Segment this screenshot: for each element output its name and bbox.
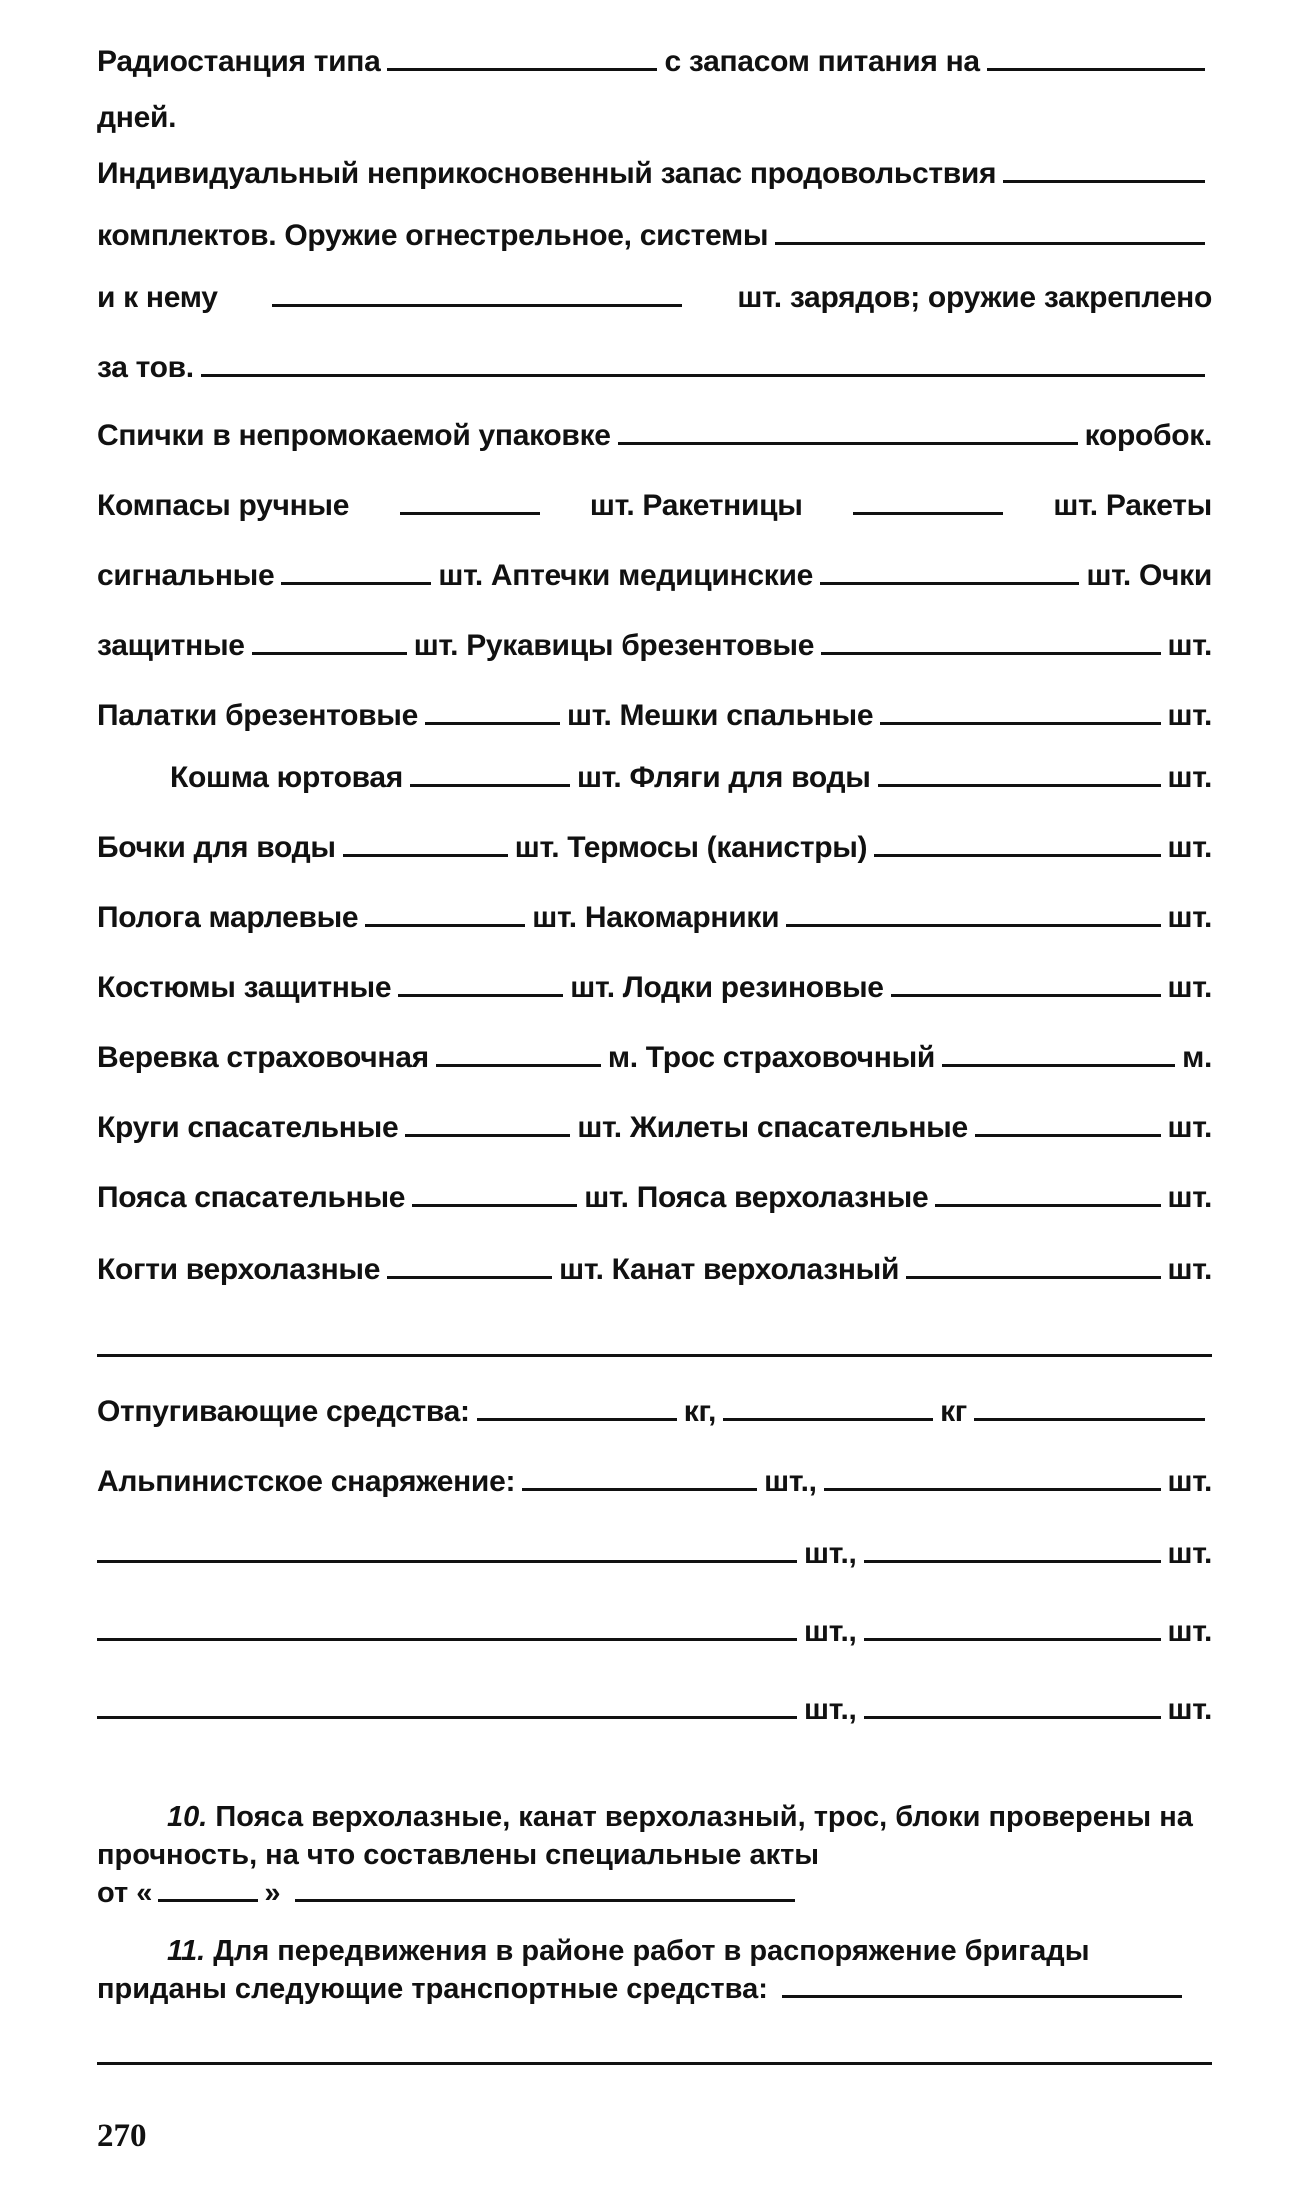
mittens-unit: шт. bbox=[1167, 629, 1212, 662]
rings-row bbox=[97, 1110, 1212, 1146]
climb-belts-field[interactable] bbox=[935, 1204, 1160, 1207]
assigned-to-row bbox=[97, 350, 1212, 386]
cable-label: м. Трос страховочный bbox=[607, 1041, 936, 1074]
power-reserve-label: с запасом питания на bbox=[664, 45, 980, 78]
para-11-number: 11. bbox=[167, 1935, 206, 1967]
para-10-quote-open: « bbox=[136, 1877, 153, 1909]
signal-label: сигнальные bbox=[97, 559, 275, 592]
climbing-extra-field[interactable] bbox=[97, 1716, 797, 1719]
radio-station-row bbox=[97, 44, 1212, 80]
transport-field[interactable] bbox=[782, 1981, 1182, 1998]
power-days-field[interactable] bbox=[987, 68, 1205, 71]
vests-label: шт. Жилеты спасательные bbox=[577, 1111, 968, 1144]
boats-field[interactable] bbox=[891, 994, 1161, 997]
flare-gun-field[interactable] bbox=[853, 512, 1003, 515]
compass-field[interactable] bbox=[400, 512, 540, 515]
repellents-label: Отпугивающие средства: bbox=[97, 1395, 470, 1428]
thermos-label: шт. Термосы (канистры) bbox=[514, 831, 868, 864]
days-label: дней. bbox=[97, 101, 177, 134]
climbing-extra-row-1 bbox=[97, 1536, 1212, 1572]
suits-row bbox=[97, 970, 1212, 1006]
nets-row bbox=[97, 900, 1212, 936]
mosquito-field[interactable] bbox=[786, 924, 1160, 927]
rings-label: Круги спасательные bbox=[97, 1111, 399, 1144]
tents-label: Палатки брезентовые bbox=[97, 699, 419, 732]
protective-label: защитные bbox=[97, 629, 245, 662]
repellents-unit-1: кг, bbox=[683, 1395, 717, 1428]
climbing-extra-field[interactable] bbox=[864, 1638, 1161, 1641]
sleeping-bags-label: шт. Мешки спальные bbox=[567, 699, 874, 732]
life-belts-label: Пояса спасательные bbox=[97, 1181, 406, 1214]
assigned-to-label: за тов. bbox=[97, 351, 194, 384]
climbing-extra-unit-1: шт., bbox=[804, 1615, 857, 1648]
sleeping-bags-unit: шт. bbox=[1167, 699, 1212, 732]
food-reserve-label: Индивидуальный неприкосновенный запас продовольствия bbox=[97, 157, 997, 190]
assigned-to-field[interactable] bbox=[201, 374, 1205, 377]
flasks-unit: шт. bbox=[1167, 761, 1212, 794]
ammo-row bbox=[97, 280, 1212, 316]
mosquito-unit: шт. bbox=[1167, 901, 1212, 934]
climbing-extra-unit-1: шт., bbox=[804, 1693, 857, 1726]
radio-station-label: Радиостанция типа bbox=[97, 45, 381, 78]
rope-field[interactable] bbox=[436, 1064, 601, 1067]
compass-label: Компасы ручные bbox=[97, 489, 350, 522]
claws-label: Когти верхолазные bbox=[97, 1253, 381, 1286]
climbing-field-2[interactable] bbox=[824, 1488, 1161, 1491]
matches-unit: коробок. bbox=[1084, 419, 1212, 452]
act-day-field[interactable] bbox=[158, 1885, 258, 1902]
boats-unit: шт. bbox=[1167, 971, 1212, 1004]
life-belts-field[interactable] bbox=[412, 1204, 577, 1207]
rope-row bbox=[97, 1040, 1212, 1076]
repellents-field-2[interactable] bbox=[723, 1418, 933, 1421]
tents-field[interactable] bbox=[425, 722, 560, 725]
weapons-row bbox=[97, 218, 1212, 254]
flare-gun-label: шт. Ракетницы bbox=[589, 489, 803, 522]
claws-row bbox=[97, 1252, 1212, 1288]
climb-belts-unit: шт. bbox=[1167, 1181, 1212, 1214]
food-reserve-row bbox=[97, 156, 1212, 192]
climbing-field-1[interactable] bbox=[522, 1488, 757, 1491]
matches-row bbox=[97, 418, 1212, 454]
paragraph-11 bbox=[97, 1932, 1212, 2008]
para-10-quote-close: » bbox=[264, 1877, 281, 1909]
act-date-field[interactable] bbox=[295, 1885, 795, 1902]
goggles-label: шт. Очки bbox=[1086, 559, 1212, 592]
climbing-extra-unit-2: шт. bbox=[1167, 1615, 1212, 1648]
climbing-extra-unit-1: шт., bbox=[804, 1537, 857, 1570]
climbing-extra-unit-2: шт. bbox=[1167, 1537, 1212, 1570]
climbing-row bbox=[97, 1464, 1212, 1500]
para-11-text: Для передвижения в районе работ в распоряжение бригады приданы следующие транспортные средства: bbox=[97, 1935, 1090, 2005]
page-number: 270 bbox=[97, 2118, 147, 2154]
ammo-prefix-label: и к нему bbox=[97, 281, 218, 314]
climb-rope-unit: шт. bbox=[1167, 1253, 1212, 1286]
signal-row bbox=[97, 558, 1212, 594]
flasks-field[interactable] bbox=[878, 784, 1161, 787]
protective-row bbox=[97, 628, 1212, 664]
barrels-row bbox=[97, 830, 1212, 866]
ammo-suffix-label: шт. зарядов; оружие закреплено bbox=[737, 281, 1212, 314]
signal-flares-field[interactable] bbox=[281, 582, 431, 585]
flares-label: шт. Ракеты bbox=[1053, 489, 1212, 522]
mittens-field[interactable] bbox=[821, 652, 1160, 655]
climb-rope-label: шт. Канат верхолазный bbox=[559, 1253, 900, 1286]
paragraph-10 bbox=[97, 1798, 1212, 1912]
cable-field[interactable] bbox=[942, 1064, 1175, 1067]
claws-field[interactable] bbox=[387, 1276, 552, 1279]
climbing-extra-unit-2: шт. bbox=[1167, 1693, 1212, 1726]
vests-field[interactable] bbox=[975, 1134, 1161, 1137]
weapons-system-field[interactable] bbox=[775, 242, 1205, 245]
compass-row bbox=[97, 488, 1212, 524]
food-reserve-field[interactable] bbox=[1003, 180, 1205, 183]
para-10-from-label: от bbox=[97, 1877, 129, 1909]
climb-rope-field[interactable] bbox=[906, 1276, 1160, 1279]
suits-field[interactable] bbox=[398, 994, 563, 997]
nets-label: Полога марлевые bbox=[97, 901, 359, 934]
flasks-label: шт. Фляги для воды bbox=[576, 761, 871, 794]
transport-extra-line[interactable] bbox=[97, 2062, 1212, 2065]
tents-row bbox=[97, 698, 1212, 734]
felt-label: Кошма юртовая bbox=[170, 761, 403, 794]
climbing-extra-field[interactable] bbox=[864, 1560, 1161, 1563]
repellents-field-3[interactable] bbox=[974, 1418, 1205, 1421]
climbing-unit-2: шт. bbox=[1167, 1465, 1212, 1498]
climbing-extra-field[interactable] bbox=[864, 1716, 1161, 1719]
first-aid-label: шт. Аптечки медицинские bbox=[438, 559, 814, 592]
nets-field[interactable] bbox=[365, 924, 525, 927]
sleeping-bags-field[interactable] bbox=[880, 722, 1160, 725]
goggles-field[interactable] bbox=[252, 652, 407, 655]
weapons-label: комплектов. Оружие огнестрельное, системы bbox=[97, 219, 769, 252]
belts-row bbox=[97, 1180, 1212, 1216]
thermos-field[interactable] bbox=[874, 854, 1160, 857]
mosquito-label: шт. Накомарники bbox=[532, 901, 780, 934]
cable-unit: м. bbox=[1182, 1041, 1212, 1074]
rings-field[interactable] bbox=[405, 1134, 570, 1137]
matches-label: Спички в непромокаемой упаковке bbox=[97, 419, 611, 452]
climbing-extra-row-3 bbox=[97, 1692, 1212, 1728]
climbing-label: Альпинистское снаряжение: bbox=[97, 1465, 516, 1498]
boats-label: шт. Лодки резиновые bbox=[570, 971, 884, 1004]
climbing-extra-field[interactable] bbox=[97, 1638, 797, 1641]
barrels-label: Бочки для воды bbox=[97, 831, 336, 864]
radio-type-field[interactable] bbox=[387, 68, 657, 71]
barrels-field[interactable] bbox=[343, 854, 508, 857]
mittens-label: шт. Рукавицы брезентовые bbox=[413, 629, 815, 662]
thermos-unit: шт. bbox=[1167, 831, 1212, 864]
climbing-extra-field[interactable] bbox=[97, 1560, 797, 1563]
repellents-row bbox=[97, 1394, 1212, 1430]
repellents-unit-2: кг bbox=[940, 1395, 967, 1428]
suits-label: Костюмы защитные bbox=[97, 971, 392, 1004]
para-10-text: Пояса верхолазные, канат верхолазный, трос, блоки проверены на прочность, на что составлены специальные акты bbox=[97, 1801, 1193, 1871]
climbing-unit-1: шт., bbox=[764, 1465, 817, 1498]
vests-unit: шт. bbox=[1167, 1111, 1212, 1144]
rope-label: Веревка страховочная bbox=[97, 1041, 429, 1074]
para-10-number: 10. bbox=[167, 1801, 208, 1833]
felt-row bbox=[170, 760, 1212, 796]
days-row bbox=[97, 100, 1212, 136]
first-aid-field[interactable] bbox=[820, 582, 1079, 585]
blank-line[interactable] bbox=[97, 1354, 1212, 1357]
repellents-field-1[interactable] bbox=[477, 1418, 677, 1421]
climbing-extra-row-2 bbox=[97, 1614, 1212, 1650]
felt-field[interactable] bbox=[410, 784, 570, 787]
ammo-field[interactable] bbox=[272, 304, 682, 307]
climb-belts-label: шт. Пояса верхолазные bbox=[584, 1181, 929, 1214]
matches-field[interactable] bbox=[618, 442, 1078, 445]
